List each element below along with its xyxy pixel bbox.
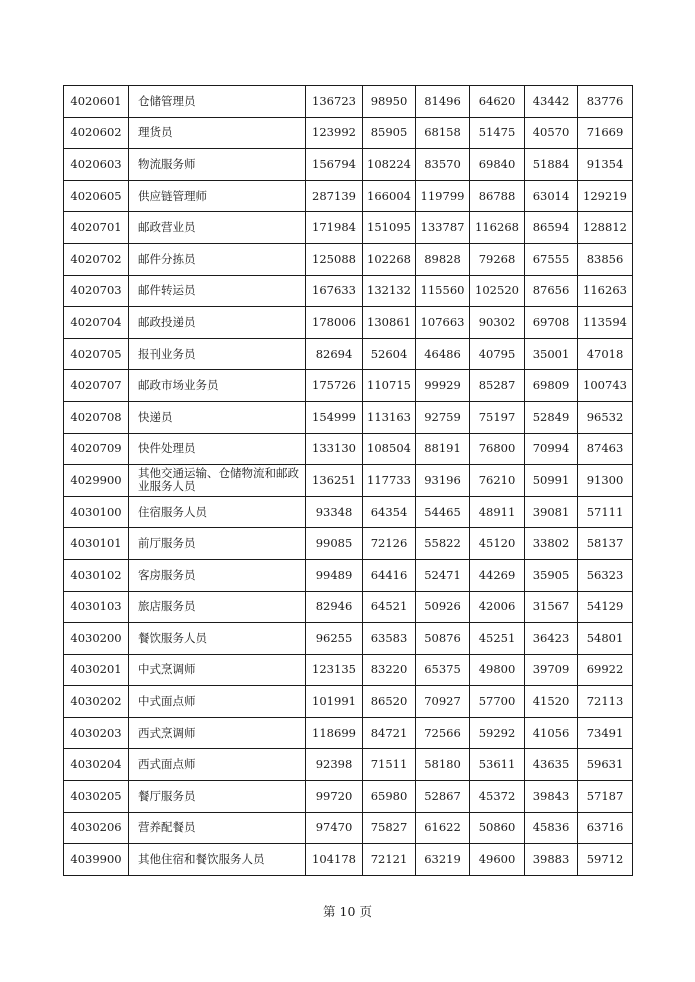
wage-value-cell: 58180 [416, 749, 470, 781]
wage-value-cell: 171984 [306, 212, 363, 244]
wage-value-cell: 46486 [416, 338, 470, 370]
table-row [64, 717, 633, 749]
wage-value-cell: 48911 [470, 496, 525, 528]
wage-value-cell: 72121 [363, 844, 416, 876]
wage-value-cell: 49800 [470, 654, 525, 686]
wage-value-cell: 45251 [470, 623, 525, 655]
wage-value-cell: 69809 [525, 370, 578, 402]
wage-value-cell: 64416 [363, 559, 416, 591]
wage-value-cell: 287139 [306, 180, 363, 212]
wage-value-cell: 58137 [578, 528, 633, 560]
wage-value-cell: 116263 [578, 275, 633, 307]
table-row [64, 86, 633, 118]
occupation-name-cell: 邮政营业员 [129, 212, 306, 244]
wage-value-cell: 136723 [306, 86, 363, 118]
occupation-code-cell: 4030100 [64, 496, 129, 528]
wage-value-cell: 63219 [416, 844, 470, 876]
occupation-name-cell: 其他住宿和餐饮服务人员 [129, 844, 306, 876]
wage-value-cell: 97470 [306, 812, 363, 844]
table-row [64, 465, 633, 497]
wage-value-cell: 96532 [578, 401, 633, 433]
occupation-code-cell: 4039900 [64, 844, 129, 876]
table-row [64, 243, 633, 275]
occupation-code-cell: 4020702 [64, 243, 129, 275]
occupation-name-cell: 中式烹调师 [129, 654, 306, 686]
wage-value-cell: 85287 [470, 370, 525, 402]
occupation-code-cell: 4020704 [64, 307, 129, 339]
wage-value-cell: 41520 [525, 686, 578, 718]
wage-value-cell: 154999 [306, 401, 363, 433]
wage-value-cell: 75197 [470, 401, 525, 433]
wage-value-cell: 136251 [306, 465, 363, 497]
table-row [64, 844, 633, 876]
wage-value-cell: 56323 [578, 559, 633, 591]
wage-value-cell: 99489 [306, 559, 363, 591]
wage-value-cell: 69840 [470, 149, 525, 181]
wage-value-cell: 51884 [525, 149, 578, 181]
wage-value-cell: 57700 [470, 686, 525, 718]
wage-value-cell: 43442 [525, 86, 578, 118]
table-row [64, 496, 633, 528]
wage-value-cell: 39843 [525, 781, 578, 813]
wage-value-cell: 72126 [363, 528, 416, 560]
occupation-code-cell: 4030202 [64, 686, 129, 718]
wage-value-cell: 64521 [363, 591, 416, 623]
wage-value-cell: 73491 [578, 717, 633, 749]
wage-value-cell: 101991 [306, 686, 363, 718]
wage-value-cell: 45836 [525, 812, 578, 844]
wage-value-cell: 57187 [578, 781, 633, 813]
wage-value-cell: 113594 [578, 307, 633, 339]
wage-value-cell: 117733 [363, 465, 416, 497]
wage-value-cell: 82946 [306, 591, 363, 623]
occupation-name-cell: 中式面点师 [129, 686, 306, 718]
page-number: 10 [339, 904, 356, 919]
wage-value-cell: 50991 [525, 465, 578, 497]
occupation-name-cell: 客房服务员 [129, 559, 306, 591]
wage-value-cell: 59292 [470, 717, 525, 749]
wage-value-cell: 83856 [578, 243, 633, 275]
wage-value-cell: 70927 [416, 686, 470, 718]
occupation-code-cell: 4020605 [64, 180, 129, 212]
wage-value-cell: 57111 [578, 496, 633, 528]
wage-value-cell: 53611 [470, 749, 525, 781]
table-row [64, 149, 633, 181]
wage-value-cell: 54465 [416, 496, 470, 528]
table-row [64, 401, 633, 433]
wage-value-cell: 129219 [578, 180, 633, 212]
wage-value-cell: 65375 [416, 654, 470, 686]
wage-value-cell: 92759 [416, 401, 470, 433]
occupation-name-cell: 其他交通运输、仓储物流和邮政业服务人员 [129, 465, 306, 497]
wage-value-cell: 91354 [578, 149, 633, 181]
wage-value-cell: 44269 [470, 559, 525, 591]
wage-value-cell: 128812 [578, 212, 633, 244]
occupation-name-cell: 邮件分拣员 [129, 243, 306, 275]
table-row [64, 338, 633, 370]
occupation-name-cell: 餐厅服务员 [129, 781, 306, 813]
wage-value-cell: 72566 [416, 717, 470, 749]
table-row [64, 117, 633, 149]
occupation-name-cell: 仓储管理员 [129, 86, 306, 118]
wage-value-cell: 52471 [416, 559, 470, 591]
wage-value-cell: 55822 [416, 528, 470, 560]
wage-value-cell: 63014 [525, 180, 578, 212]
wage-value-cell: 54801 [578, 623, 633, 655]
occupation-name-cell: 餐饮服务人员 [129, 623, 306, 655]
table-row [64, 654, 633, 686]
occupation-code-cell: 4030200 [64, 623, 129, 655]
wage-value-cell: 115560 [416, 275, 470, 307]
wage-value-cell: 31567 [525, 591, 578, 623]
occupation-code-cell: 4030201 [64, 654, 129, 686]
wage-value-cell: 52867 [416, 781, 470, 813]
wage-value-cell: 108224 [363, 149, 416, 181]
wage-value-cell: 102520 [470, 275, 525, 307]
occupation-name-cell: 理货员 [129, 117, 306, 149]
wage-value-cell: 35905 [525, 559, 578, 591]
occupation-code-cell: 4020708 [64, 401, 129, 433]
occupation-name-cell: 快件处理员 [129, 433, 306, 465]
occupation-code-cell: 4020705 [64, 338, 129, 370]
wage-value-cell: 99929 [416, 370, 470, 402]
table-row [64, 433, 633, 465]
wage-value-cell: 41056 [525, 717, 578, 749]
table-body [64, 86, 633, 876]
wage-value-cell: 119799 [416, 180, 470, 212]
wage-value-cell: 52849 [525, 401, 578, 433]
occupation-name-cell: 供应链管理师 [129, 180, 306, 212]
wage-value-cell: 50876 [416, 623, 470, 655]
wage-value-cell: 50860 [470, 812, 525, 844]
page-footer [0, 902, 695, 920]
table-row [64, 212, 633, 244]
wage-value-cell: 156794 [306, 149, 363, 181]
wage-value-cell: 36423 [525, 623, 578, 655]
footer-prefix: 第 [323, 904, 336, 919]
wage-value-cell: 42006 [470, 591, 525, 623]
table-row [64, 307, 633, 339]
wage-value-cell: 45372 [470, 781, 525, 813]
wage-value-cell: 76210 [470, 465, 525, 497]
wage-value-cell: 133787 [416, 212, 470, 244]
occupation-name-cell: 邮政投递员 [129, 307, 306, 339]
wage-value-cell: 83776 [578, 86, 633, 118]
wage-value-cell: 43635 [525, 749, 578, 781]
wage-value-cell: 108504 [363, 433, 416, 465]
occupation-code-cell: 4030206 [64, 812, 129, 844]
occupation-code-cell: 4020602 [64, 117, 129, 149]
table-row [64, 370, 633, 402]
occupation-name-cell: 物流服务师 [129, 149, 306, 181]
occupation-code-cell: 4030203 [64, 717, 129, 749]
wage-value-cell: 75827 [363, 812, 416, 844]
wage-value-cell: 64354 [363, 496, 416, 528]
occupation-code-cell: 4020709 [64, 433, 129, 465]
occupation-name-cell: 邮政市场业务员 [129, 370, 306, 402]
table-row [64, 781, 633, 813]
occupation-name-cell: 西式面点师 [129, 749, 306, 781]
wage-value-cell: 99720 [306, 781, 363, 813]
wage-value-cell: 39883 [525, 844, 578, 876]
wage-value-cell: 69708 [525, 307, 578, 339]
occupation-name-cell: 旅店服务员 [129, 591, 306, 623]
wage-value-cell: 86520 [363, 686, 416, 718]
wage-value-cell: 71669 [578, 117, 633, 149]
wage-value-cell: 93348 [306, 496, 363, 528]
wage-value-cell: 59631 [578, 749, 633, 781]
occupation-name-cell: 营养配餐员 [129, 812, 306, 844]
wage-value-cell: 167633 [306, 275, 363, 307]
wage-value-cell: 90302 [470, 307, 525, 339]
wage-value-cell: 96255 [306, 623, 363, 655]
occupation-code-cell: 4020601 [64, 86, 129, 118]
wage-value-cell: 63716 [578, 812, 633, 844]
occupation-code-cell: 4020701 [64, 212, 129, 244]
wage-value-cell: 175726 [306, 370, 363, 402]
wage-value-cell: 82694 [306, 338, 363, 370]
wage-value-cell: 100743 [578, 370, 633, 402]
occupation-code-cell: 4030102 [64, 559, 129, 591]
wage-value-cell: 116268 [470, 212, 525, 244]
wage-value-cell: 113163 [363, 401, 416, 433]
wage-value-cell: 50926 [416, 591, 470, 623]
wage-value-cell: 39081 [525, 496, 578, 528]
wage-value-cell: 132132 [363, 275, 416, 307]
wage-value-cell: 92398 [306, 749, 363, 781]
occupation-code-cell: 4020603 [64, 149, 129, 181]
wage-value-cell: 85905 [363, 117, 416, 149]
wage-value-cell: 104178 [306, 844, 363, 876]
wage-value-cell: 40795 [470, 338, 525, 370]
table-row [64, 591, 633, 623]
occupation-name-cell: 报刊业务员 [129, 338, 306, 370]
occupation-name-cell: 快递员 [129, 401, 306, 433]
wage-value-cell: 118699 [306, 717, 363, 749]
wage-value-cell: 107663 [416, 307, 470, 339]
wage-value-cell: 93196 [416, 465, 470, 497]
wage-value-cell: 67555 [525, 243, 578, 275]
wage-value-cell: 89828 [416, 243, 470, 275]
table-row [64, 686, 633, 718]
wage-value-cell: 125088 [306, 243, 363, 275]
table-row [64, 275, 633, 307]
wage-value-cell: 61622 [416, 812, 470, 844]
wage-value-cell: 123135 [306, 654, 363, 686]
wage-value-cell: 99085 [306, 528, 363, 560]
wage-value-cell: 83570 [416, 149, 470, 181]
wage-value-cell: 91300 [578, 465, 633, 497]
wage-value-cell: 166004 [363, 180, 416, 212]
wage-value-cell: 64620 [470, 86, 525, 118]
table-row [64, 528, 633, 560]
wage-value-cell: 52604 [363, 338, 416, 370]
occupation-code-cell: 4029900 [64, 465, 129, 497]
wage-value-cell: 98950 [363, 86, 416, 118]
occupation-code-cell: 4020707 [64, 370, 129, 402]
wage-value-cell: 63583 [363, 623, 416, 655]
wage-value-cell: 76800 [470, 433, 525, 465]
wage-value-cell: 178006 [306, 307, 363, 339]
wage-value-cell: 81496 [416, 86, 470, 118]
occupation-name-cell: 前厅服务员 [129, 528, 306, 560]
wage-value-cell: 71511 [363, 749, 416, 781]
wage-value-cell: 40570 [525, 117, 578, 149]
occupation-name-cell: 住宿服务人员 [129, 496, 306, 528]
wage-value-cell: 68158 [416, 117, 470, 149]
table-row [64, 749, 633, 781]
wage-value-cell: 123992 [306, 117, 363, 149]
wage-value-cell: 133130 [306, 433, 363, 465]
wage-value-cell: 65980 [363, 781, 416, 813]
wage-value-cell: 45120 [470, 528, 525, 560]
table-row [64, 559, 633, 591]
wage-value-cell: 151095 [363, 212, 416, 244]
wage-value-cell: 35001 [525, 338, 578, 370]
wage-value-cell: 87656 [525, 275, 578, 307]
wage-value-cell: 33802 [525, 528, 578, 560]
wage-value-cell: 79268 [470, 243, 525, 275]
wage-value-cell: 88191 [416, 433, 470, 465]
wage-value-cell: 70994 [525, 433, 578, 465]
wage-value-cell: 86594 [525, 212, 578, 244]
table-row [64, 812, 633, 844]
wage-value-cell: 86788 [470, 180, 525, 212]
occupation-code-cell: 4030101 [64, 528, 129, 560]
wage-value-cell: 47018 [578, 338, 633, 370]
footer-suffix: 页 [359, 904, 372, 919]
occupation-name-cell: 邮件转运员 [129, 275, 306, 307]
wage-value-cell: 84721 [363, 717, 416, 749]
wage-value-cell: 130861 [363, 307, 416, 339]
wage-value-cell: 83220 [363, 654, 416, 686]
occupation-name-cell: 西式烹调师 [129, 717, 306, 749]
wage-value-cell: 59712 [578, 844, 633, 876]
wage-value-cell: 51475 [470, 117, 525, 149]
wage-value-cell: 49600 [470, 844, 525, 876]
occupation-code-cell: 4020703 [64, 275, 129, 307]
occupation-code-cell: 4030103 [64, 591, 129, 623]
wage-value-cell: 87463 [578, 433, 633, 465]
occupation-code-cell: 4030204 [64, 749, 129, 781]
wage-value-cell: 69922 [578, 654, 633, 686]
wage-value-cell: 110715 [363, 370, 416, 402]
occupation-code-cell: 4030205 [64, 781, 129, 813]
wage-value-cell: 39709 [525, 654, 578, 686]
wage-value-cell: 102268 [363, 243, 416, 275]
table-row [64, 180, 633, 212]
wage-value-cell: 72113 [578, 686, 633, 718]
wage-table [63, 85, 633, 876]
table-row [64, 623, 633, 655]
wage-value-cell: 54129 [578, 591, 633, 623]
